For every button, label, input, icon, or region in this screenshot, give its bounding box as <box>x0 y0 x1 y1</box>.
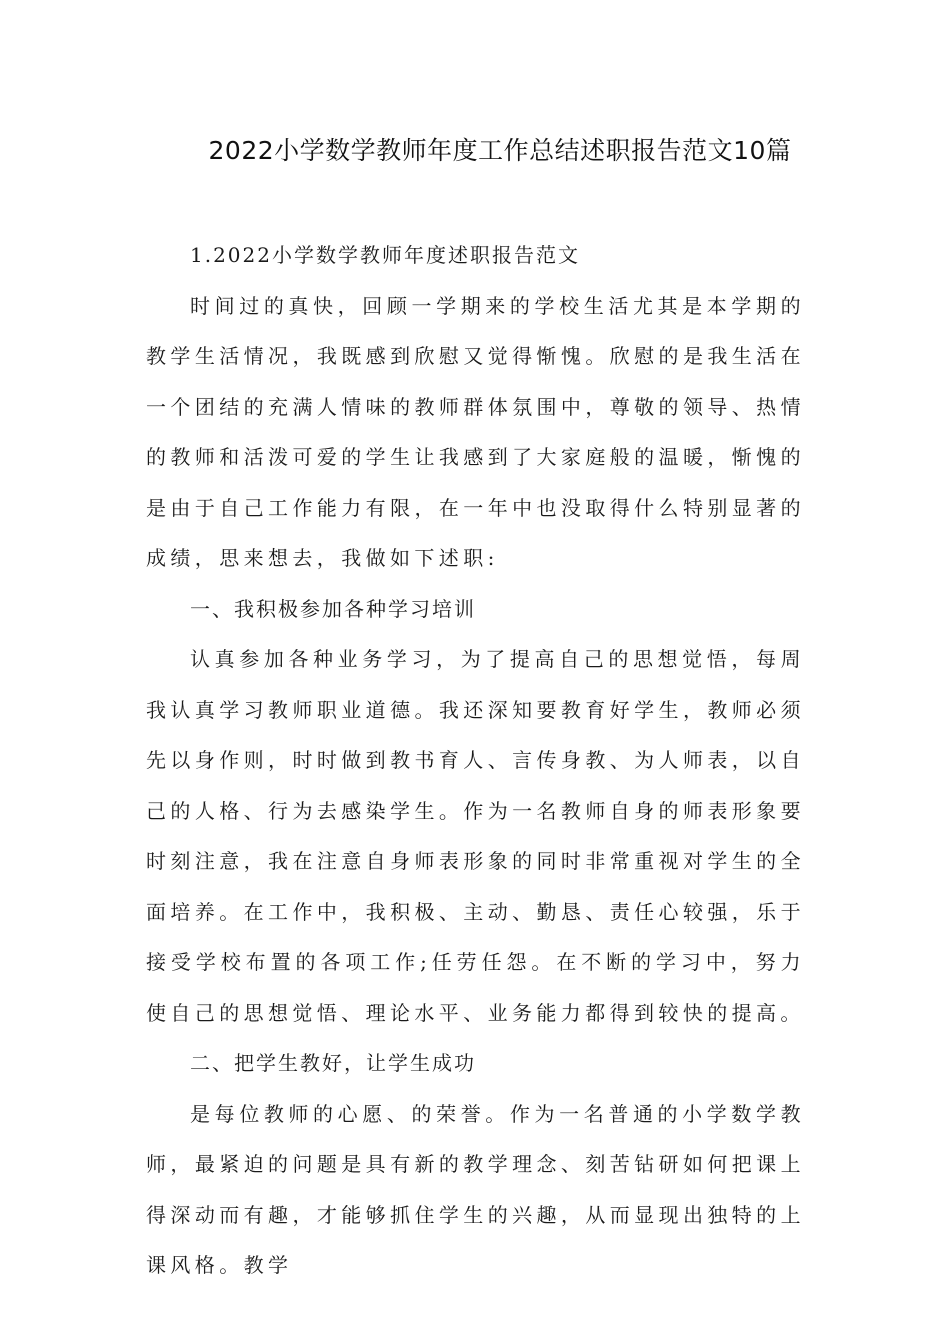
section-heading-report: 1.2022小学数学教师年度述职报告范文 <box>190 243 580 267</box>
training-paragraph: 认真参加各种业务学习，为了提高自己的思想觉悟，每周我认真学习教师职业道德。我还深知要教育好学生，教师必须先以身作则，时时做到教书育人、言传身教、为人师表，以自己的人格、行为去感染学生。作为一名教师自身的师表形象要时刻注意，我在注意自身师表形象的同时非常重视对学生的全面培养。在工作中，我积极、主动、勤恳、责任心较强，乐于接受学校布置的各项工作;任劳任怨。在不断的学习中，努力使自己的思想觉悟、理论水平、业务能力都得到较快的提高。 <box>146 647 805 1025</box>
intro-paragraph: 时间过的真快，回顾一学期来的学校生活尤其是本学期的教学生活情况，我既感到欣慰又觉得惭愧。欣慰的是我生活在一个团结的充满人情味的教师群体氛围中，尊敬的领导、热情的教师和活泼可爱的学生让我感到了大家庭般的温暖，惭愧的是由于自己工作能力有限，在一年中也没取得什么特别显著的成绩，思来想去，我做如下述职: <box>146 293 805 570</box>
document-title: 2022小学数学教师年度工作总结述职报告范文10篇 <box>208 136 792 165</box>
document-body <box>146 230 805 1291</box>
section-heading-training: 一、我积极参加各种学习培训 <box>190 596 476 621</box>
section-heading-teaching: 二、把学生教好，让学生成功 <box>190 1051 476 1075</box>
teaching-paragraph: 是每位教师的心愿、的荣誉。作为一名普通的小学数学教师，最紧迫的问题是具有新的教学理念、刻苦钻研如何把课上得深动而有趣，才能够抓住学生的兴趣，从而显现出独特的上课风格。教学 <box>146 1101 805 1277</box>
